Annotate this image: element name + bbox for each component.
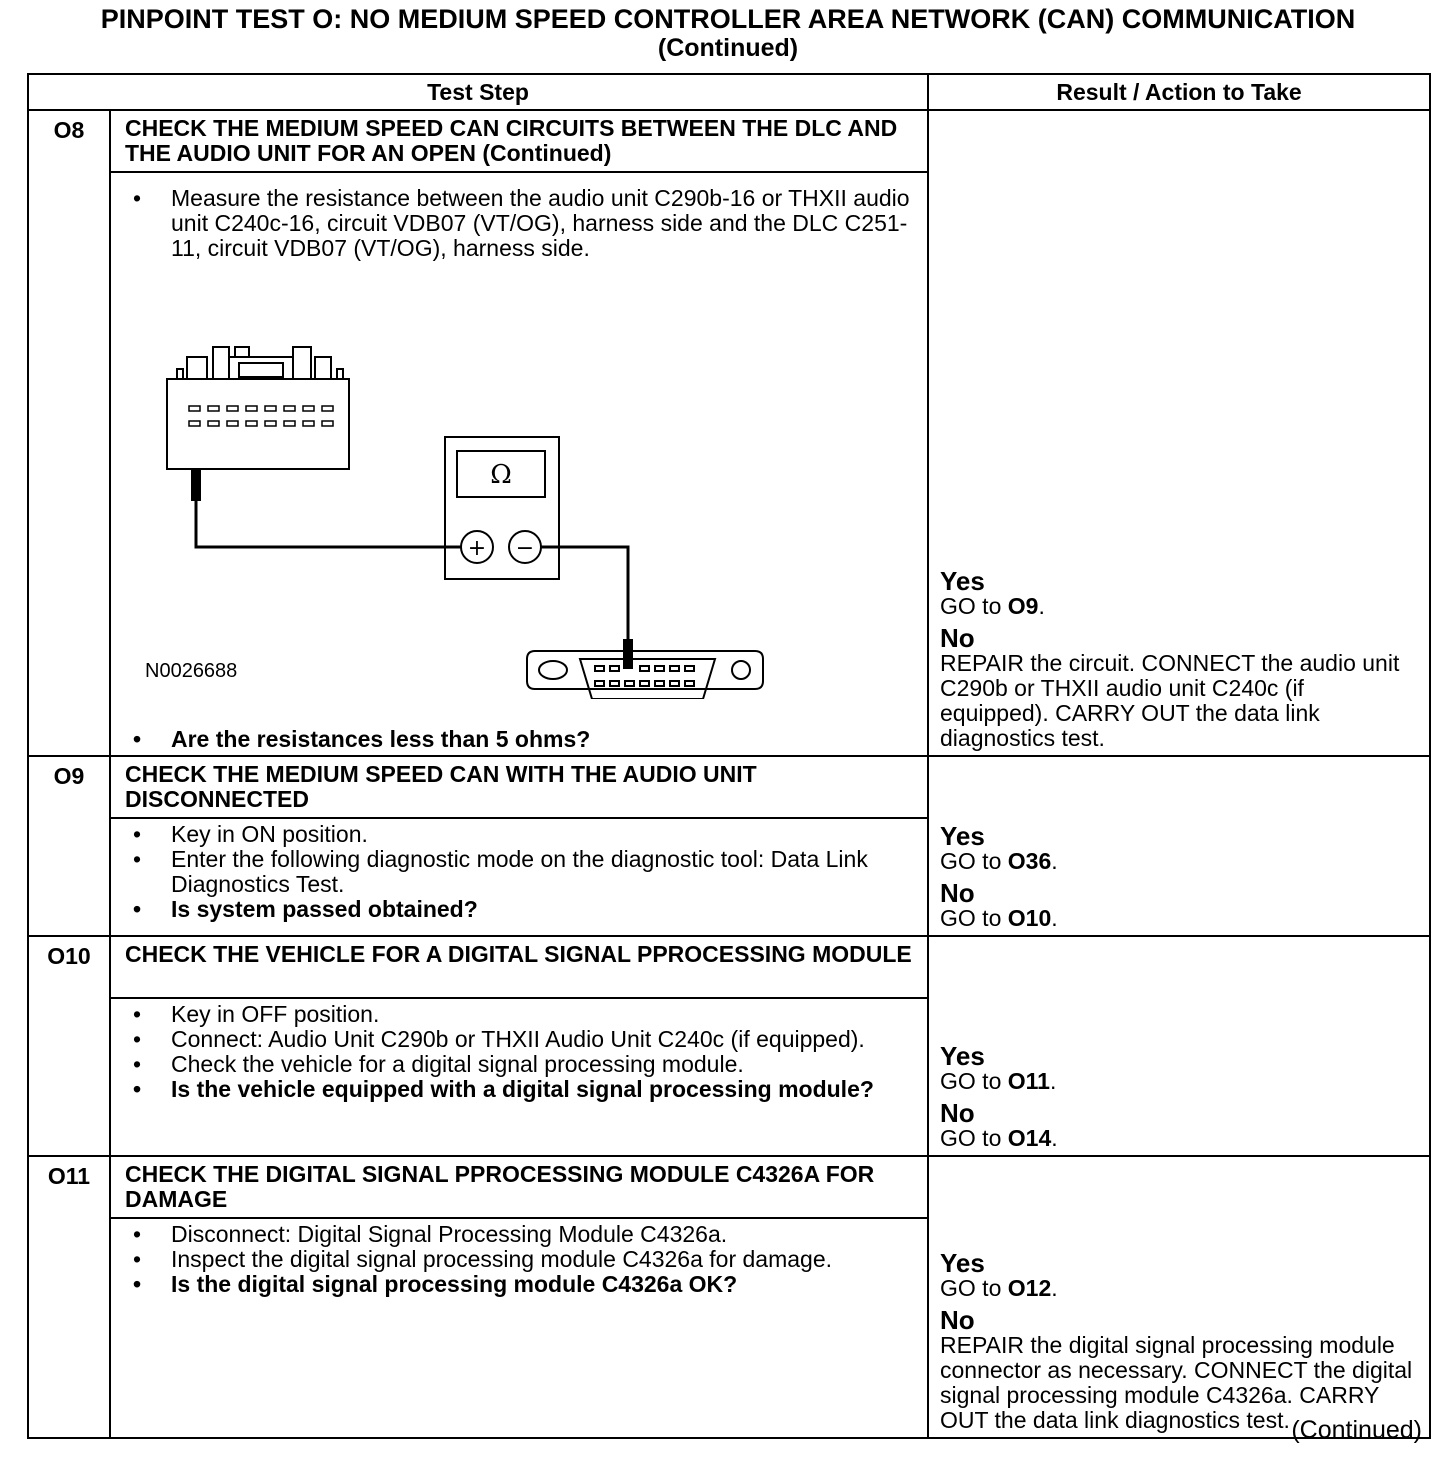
- audio-unit-connector-pins: [189, 406, 333, 426]
- page-subtitle: (Continued): [657, 34, 799, 62]
- step-o8-result: [928, 110, 1430, 756]
- step-id-o11-text: O11: [47, 1163, 91, 1189]
- step-o9-question: • Is system passed obtained?: [125, 897, 917, 922]
- step-o11-result: [928, 1156, 1430, 1438]
- step-o8-question: • Are the resistances less than 5 ohms?: [125, 727, 917, 752]
- step-o11-yes-suffix: .: [1051, 1275, 1058, 1301]
- step-o8-no-text: REPAIR the circuit. CONNECT the audio unit C290b or THXII audio unit C240c (if equipped). CARRY OUT the data link diagnostics test.: [940, 650, 1400, 751]
- step-o9-yes-target: O36: [1007, 848, 1052, 874]
- step-o9-bullet-2: • Enter the following diagnostic mode on the diagnostic tool: Data Link Diagnostics Test.: [125, 847, 917, 897]
- figure-number: N0026688: [145, 660, 238, 682]
- step-o10-question: • Is the vehicle equipped with a digital signal processing module?: [125, 1077, 917, 1102]
- step-o11-bullet-2: • Inspect the digital signal processing module C4326a for damage.: [125, 1247, 917, 1272]
- step-o10-yes-target: O11: [1007, 1068, 1050, 1094]
- step-id-o11: [28, 1156, 110, 1438]
- step-o9-yes-text: [940, 849, 1419, 874]
- audio-unit-probe-lead: [191, 469, 461, 547]
- step-id-o9-text: O9: [53, 763, 85, 789]
- step-o11-yes-text: [940, 1276, 1419, 1301]
- step-o9-no-target: O10: [1007, 905, 1052, 931]
- step-o10-heading: CHECK THE VEHICLE FOR A DIGITAL SIGNAL PPROCESSING MODULE: [110, 936, 928, 998]
- step-o11-body: [110, 1218, 928, 1438]
- step-o9-no-suffix: .: [1051, 905, 1058, 931]
- step-o9-yes-suffix: .: [1051, 848, 1058, 874]
- step-o11-no-text: REPAIR the digital signal processing module connector as necessary. CONNECT the digital signal processing module C4326a. CARRY OUT the data link diagnostics test.: [940, 1332, 1413, 1433]
- step-o8-yes-target: O9: [1007, 593, 1039, 619]
- step-o9-result: [928, 756, 1430, 936]
- plus-terminal: +: [467, 536, 487, 561]
- step-id-o10: [28, 936, 110, 1156]
- table-header-row: [28, 74, 1430, 110]
- step-o8-bullet-1: • Measure the resistance between the audio unit C290b-16 or THXII audio unit C240c-16, circuit VDB07 (VT/OG), harness side and the DLC C251-11, circuit VDB07 (VT/OG), harness side.: [125, 186, 917, 261]
- step-o10-no-text: [940, 1126, 1419, 1151]
- step-o9-yes-prefix: GO to: [940, 848, 1008, 874]
- step-o11-bullet-1: • Disconnect: Digital Signal Processing Module C4326a.: [125, 1222, 917, 1247]
- dlc-connector-icon: [527, 651, 763, 699]
- pinpoint-test-table: [27, 73, 1431, 1439]
- step-o11-no-label: No: [940, 1305, 975, 1335]
- step-o8-yes-suffix: .: [1038, 593, 1045, 619]
- ohm-symbol: Ω: [490, 460, 512, 490]
- step-id-o8: [28, 110, 110, 756]
- column-header-result: Result / Action to Take: [928, 74, 1430, 110]
- step-o10-body: [110, 998, 928, 1156]
- step-o10-bullet-2: • Connect: Audio Unit C290b or THXII Audio Unit C240c (if equipped).: [125, 1027, 917, 1052]
- step-o8-body: [110, 172, 928, 756]
- ohmmeter-icon: [445, 437, 559, 579]
- step-o9-no-text: [940, 906, 1419, 931]
- step-o10-no-suffix: .: [1051, 1125, 1058, 1151]
- step-o10-no-prefix: GO to: [940, 1125, 1008, 1151]
- step-o11-yes-prefix: GO to: [940, 1275, 1008, 1301]
- page-title: PINPOINT TEST O: NO MEDIUM SPEED CONTROLLER AREA NETWORK (CAN) COMMUNICATION: [100, 4, 1356, 34]
- step-o11-heading-row: [28, 1156, 1430, 1218]
- step-o10-heading-row: [28, 936, 1430, 998]
- step-o9-heading-row: [28, 756, 1430, 818]
- footer-continued: (Continued): [1291, 1416, 1422, 1444]
- step-o8-yes-text: [940, 594, 1419, 619]
- step-o10-bullet-1: • Key in OFF position.: [125, 1002, 917, 1027]
- step-o9-heading: CHECK THE MEDIUM SPEED CAN WITH THE AUDIO UNIT DISCONNECTED: [110, 756, 928, 818]
- step-o9-body: [110, 818, 928, 936]
- step-id-o9: [28, 756, 110, 936]
- step-id-o8-text: O8: [53, 117, 85, 143]
- step-o11-yes-label: Yes: [940, 1248, 985, 1278]
- step-o9-no-prefix: GO to: [940, 905, 1008, 931]
- step-o8-yes-label: Yes: [940, 566, 985, 596]
- minus-terminal: −: [515, 536, 535, 561]
- step-o8-yes-prefix: GO to: [940, 593, 1008, 619]
- step-o11-heading: CHECK THE DIGITAL SIGNAL PPROCESSING MODULE C4326A FOR DAMAGE: [110, 1156, 928, 1218]
- step-o10-no-target: O14: [1007, 1125, 1052, 1151]
- step-o9-bullet-1: • Key in ON position.: [125, 822, 917, 847]
- resistance-measurement-diagram: [125, 279, 765, 699]
- step-id-o10-text: O10: [47, 943, 91, 969]
- step-o10-no-label: No: [940, 1098, 975, 1128]
- step-o10-yes-text: [940, 1069, 1419, 1094]
- step-o11-yes-target: O12: [1007, 1275, 1052, 1301]
- step-o8-heading: CHECK THE MEDIUM SPEED CAN CIRCUITS BETWEEN THE DLC AND THE AUDIO UNIT FOR AN OPEN (Continued): [110, 110, 928, 172]
- step-o8-no-label: No: [940, 623, 975, 653]
- step-o9-yes-label: Yes: [940, 821, 985, 851]
- step-o10-yes-suffix: .: [1049, 1068, 1057, 1094]
- step-o10-yes-prefix: GO to: [940, 1068, 1008, 1094]
- step-o10-result: [928, 936, 1430, 1156]
- step-o8-heading-row: [28, 110, 1430, 172]
- step-o9-no-label: No: [940, 878, 975, 908]
- step-o10-bullet-3: • Check the vehicle for a digital signal processing module.: [125, 1052, 917, 1077]
- step-o11-question: • Is the digital signal processing module C4326a OK?: [125, 1272, 917, 1297]
- column-header-test-step: Test Step: [28, 74, 928, 110]
- step-o10-yes-label: Yes: [940, 1041, 985, 1071]
